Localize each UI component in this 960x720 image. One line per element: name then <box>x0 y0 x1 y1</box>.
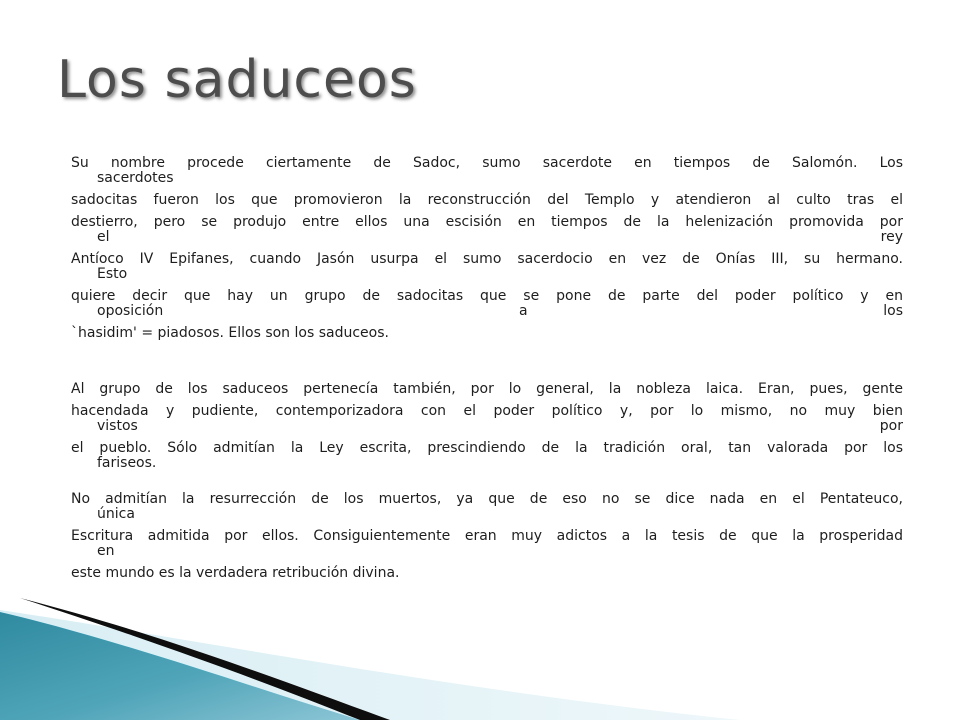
body-line-wrap: el rey <box>97 229 903 245</box>
body-line-text: Antíoco IV Epifanes, cuando Jasón usurpa el sumo sacerdocio en vez de Onías III, su hermano. <box>71 251 903 267</box>
body-line-text: hacendada y pudiente, contemporizadora con el poder político y, por lo mismo, no muy bien <box>71 403 903 419</box>
body-line-text: quiere decir que hay un grupo de sadocitas que se pone de parte del poder político y en <box>71 288 903 304</box>
body-line-text: Su nombre procede ciertamente de Sadoc, sumo sacerdote en tiempos de Salomón. Los <box>71 155 903 171</box>
body-line-wrap: sacerdotes <box>97 170 174 186</box>
body-line-text: el pueblo. Sólo admitían la Ley escrita, prescindiendo de la tradición oral, tan valorada por los <box>71 440 903 456</box>
body-line-wrap: fariseos. <box>97 455 157 471</box>
body-line-wrap: vistos por <box>97 418 903 434</box>
body-line-text: sadocitas fueron los que promovieron la reconstrucción del Templo y atendieron al culto tras el <box>71 192 903 208</box>
body-line-text: `hasidim' = piadosos. Ellos son los saduceos. <box>71 325 389 341</box>
body-line-wrap: en <box>97 543 115 559</box>
body-line-text: este mundo es la verdadera retribución divina. <box>71 565 400 581</box>
body-line-text: Escritura admitida por ellos. Consiguientemente eran muy adictos a la tesis de que la prosperidad <box>71 528 903 544</box>
body-line-text: destierro, pero se produjo entre ellos una escisión en tiempos de la helenización promovida por <box>71 214 903 230</box>
body-line-text: Al grupo de los saduceos pertenecía también, por lo general, la nobleza laica. Eran, pues, gente <box>71 381 903 397</box>
slide-title: Los saduceos <box>57 50 417 110</box>
body-line-text: No admitían la resurrección de los muertos, ya que de eso no se dice nada en el Pentateuco, <box>71 491 903 507</box>
body-line-wrap: oposición a los <box>97 303 903 319</box>
body-line-wrap: Esto <box>97 266 128 282</box>
body-line-wrap: única <box>97 506 135 522</box>
